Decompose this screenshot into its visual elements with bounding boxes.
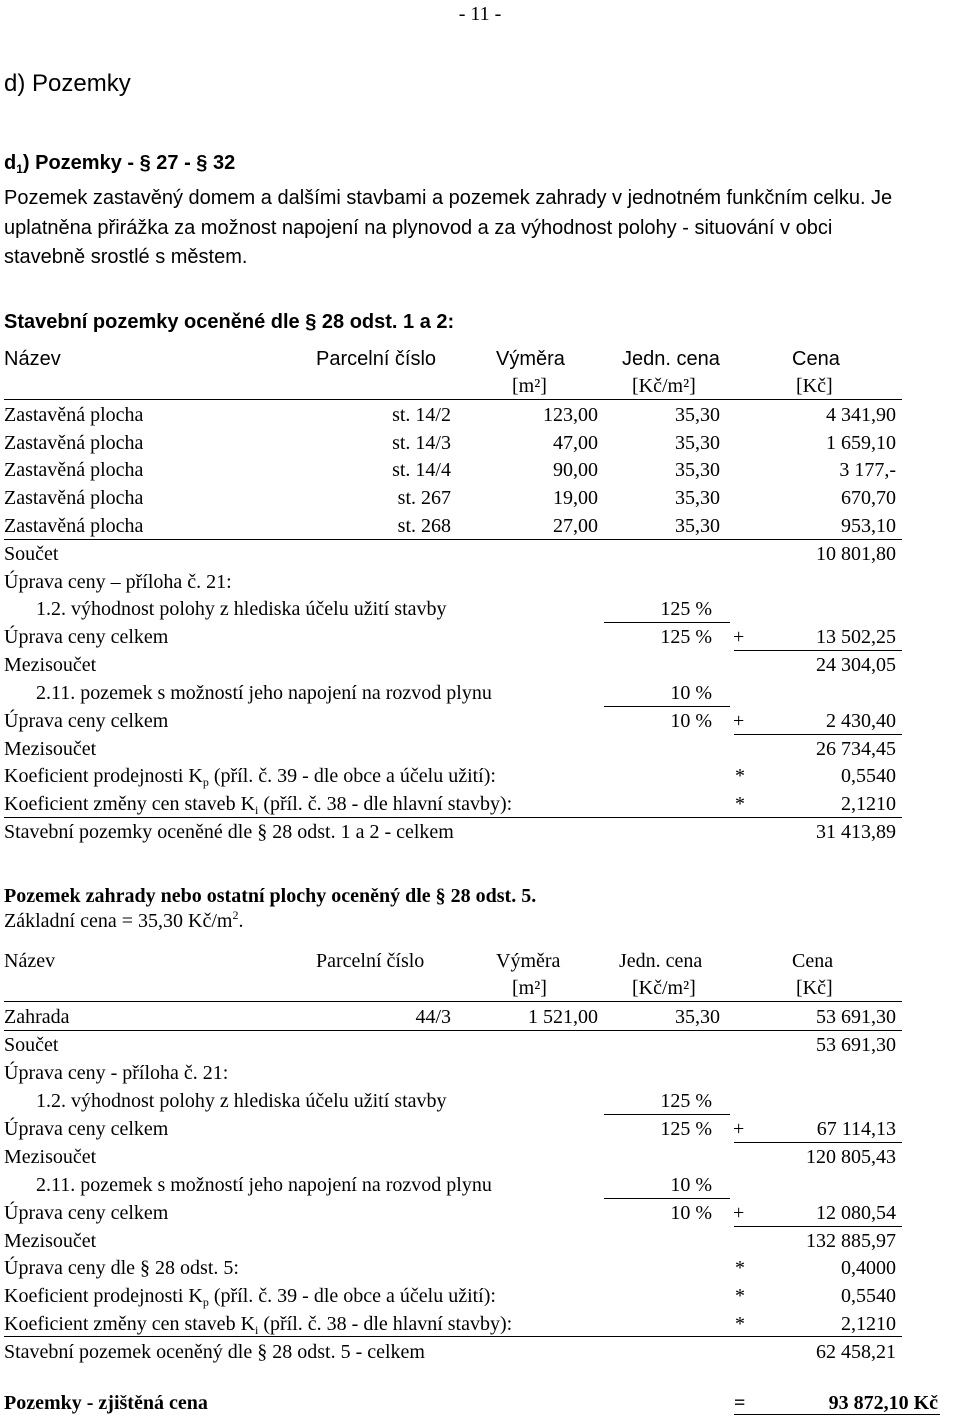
adjustment-total-pct: 125 % [660,1118,712,1140]
adjustment-total-value: 67 114,13 [816,1118,896,1140]
col-header-price: Cena [792,348,840,370]
value-rule [734,650,902,651]
adjustment-rule [604,622,730,623]
multiply-operator: * [735,1313,745,1335]
sum-value: 53 691,30 [816,1034,896,1056]
adjustment-item-pct: 125 % [660,1090,712,1112]
adjustment-item-label: 1.2. výhodnost polohy z hlediska účelu užití stavby [36,1090,447,1112]
adjustment-total-label: Úprava ceny celkem [4,1202,169,1224]
final-price-value: 93 872,10 Kč [828,1392,938,1414]
col-header-area: Výměra [496,950,561,972]
subtotal-value: 24 304,05 [816,654,896,676]
sum-value: 10 801,80 [816,543,896,565]
section-total-label: Stavební pozemek oceněný dle § 28 odst. 5 - celkem [4,1341,425,1363]
coefficient-kp-value: 0,5540 [841,765,896,787]
base-price: Základní cena = 35,30 $Kč/m^2$. [4,908,244,932]
adjustment-item-label: 1.2. výhodnost polohy z hlediska účelu užití stavby [36,598,447,620]
adjustment-item-pct: 10 % [670,682,712,704]
sum-label: Součet [4,543,59,565]
equals-operator: = [734,1392,746,1414]
coefficient-ki-label: Koeficient změny cen staveb $K_i$ (příl. č. 38 - dle hlavní stavby): [4,1313,513,1337]
adjustment-title: Úprava ceny - příloha č. 21: [4,1062,229,1084]
col-header-unit-price: Jedn. cena [619,950,703,972]
total-rule [4,817,902,818]
section-heading: d) Pozemky [4,70,131,97]
intro-line: uplatněna přirážka za možnost napojení na plynovod a za výhodnost polohy - situování v obci [4,217,833,239]
subtotal-value: 26 734,45 [816,738,896,760]
value-rule [734,1142,902,1143]
value-rule [734,734,902,735]
table-header-rule [4,1001,902,1002]
adjustment-rule [604,706,730,707]
intro-line: Pozemek zastavěný domem a dalšími stavbami a pozemek zahrady v jednotném funkčním celku. Je [4,187,893,209]
adjustment-item-pct: 10 % [670,1174,712,1196]
col-header-parcel: Parcelní číslo [316,348,437,370]
col-header-name: Název [4,348,61,370]
col-header-unit-price: Jedn. cena [622,348,720,370]
adjustment-title: Úprava ceny – příloha č. 21: [4,571,232,593]
plus-operator: + [733,1118,745,1140]
coefficient-ki-value: 2,1210 [841,793,896,815]
section-total-value: 62 458,21 [816,1341,896,1363]
page-number: - 11 - [458,3,502,25]
col-header-parcel: Parcelní číslo [316,950,425,972]
subtotal-label: Mezisoučet [4,654,97,676]
multiply-operator: * [735,793,745,815]
adjustment-total-value: 2 430,40 [826,710,896,732]
col-unit-unit-price: [Kč/m²] [632,375,696,397]
plus-operator: + [733,1202,745,1224]
col-header-area: Výměra [496,348,565,370]
adjustment-total-value: 12 080,54 [816,1202,896,1224]
adjustment-item-label: 2.11. pozemek s možností jeho napojení na rozvod plynu [36,682,492,704]
col-header-name: Název [4,950,56,972]
adjustment-28-5-value: 0,4000 [841,1257,896,1279]
adjustment-rule [604,1114,730,1115]
sum-label: Součet [4,1034,59,1056]
subtotal-value: 132 885,97 [806,1230,896,1252]
col-unit-price: [Kč] [796,375,833,397]
multiply-operator: * [735,1285,745,1307]
coefficient-ki-value: 2,1210 [841,1313,896,1335]
multiply-operator: * [735,1257,745,1279]
multiply-operator: * [735,765,745,787]
adjustment-item-label: 2.11. pozemek s možností jeho napojení na rozvod plynu [36,1174,492,1196]
adjustment-item-pct: 125 % [660,598,712,620]
section1-title: Stavební pozemky oceněné dle § 28 odst. 1 a 2: [4,311,455,333]
section-total-label: Stavební pozemky oceněné dle § 28 odst. 1 a 2 - celkem [4,821,454,843]
subtotal-label: Mezisoučet [4,738,97,760]
coefficient-kp-label: Koeficient prodejnosti $K_p$ (příl. č. 39 - dle obce a účelu užití): [4,765,496,789]
plus-operator: + [733,626,745,648]
subtotal-label: Mezisoučet [4,1230,97,1252]
adjustment-total-pct: 125 % [660,626,712,648]
rows-rule [4,1030,902,1031]
section-total-value: 31 413,89 [816,821,896,843]
col-unit-unit-price: [Kč/m²] [632,977,696,999]
final-price-label: Pozemky - zjištěná cena [4,1392,208,1414]
rows-rule [4,539,902,540]
col-unit-area: [m²] [512,977,547,999]
intro-line: stavebně srostlé s městem. [4,246,248,268]
col-unit-area: [m²] [512,375,547,397]
table-header-rule [4,399,902,400]
coefficient-kp-value: 0,5540 [841,1285,896,1307]
final-rule [734,1414,940,1415]
col-header-price: Cena [792,950,834,972]
total-rule [4,1336,902,1337]
plus-operator: + [733,710,745,732]
subtotal-value: 120 805,43 [806,1146,896,1168]
col-unit-price: [Kč] [796,977,833,999]
adjustment-total-label: Úprava ceny celkem [4,626,169,648]
subsection-heading: $d_1$) Pozemky - § 27 - § 32 [4,152,236,176]
adjustment-rule [604,1198,730,1199]
coefficient-ki-label: Koeficient změny cen staveb $K_i$ (příl. č. 38 - dle hlavní stavby): [4,793,513,817]
adjustment-total-label: Úprava ceny celkem [4,1118,169,1140]
value-rule [734,1226,902,1227]
coefficient-kp-label: Koeficient prodejnosti $K_p$ (příl. č. 39 - dle obce a účelu užití): [4,1285,496,1309]
adjustment-28-5-label: Úprava ceny dle § 28 odst. 5: [4,1257,239,1279]
adjustment-total-label: Úprava ceny celkem [4,710,169,732]
adjustment-total-pct: 10 % [670,1202,712,1224]
adjustment-total-pct: 10 % [670,710,712,732]
adjustment-total-value: 13 502,25 [816,626,896,648]
subtotal-label: Mezisoučet [4,1146,97,1168]
section2-title: Pozemek zahrady nebo ostatní plochy oceněný dle § 28 odst. 5. [4,885,537,907]
